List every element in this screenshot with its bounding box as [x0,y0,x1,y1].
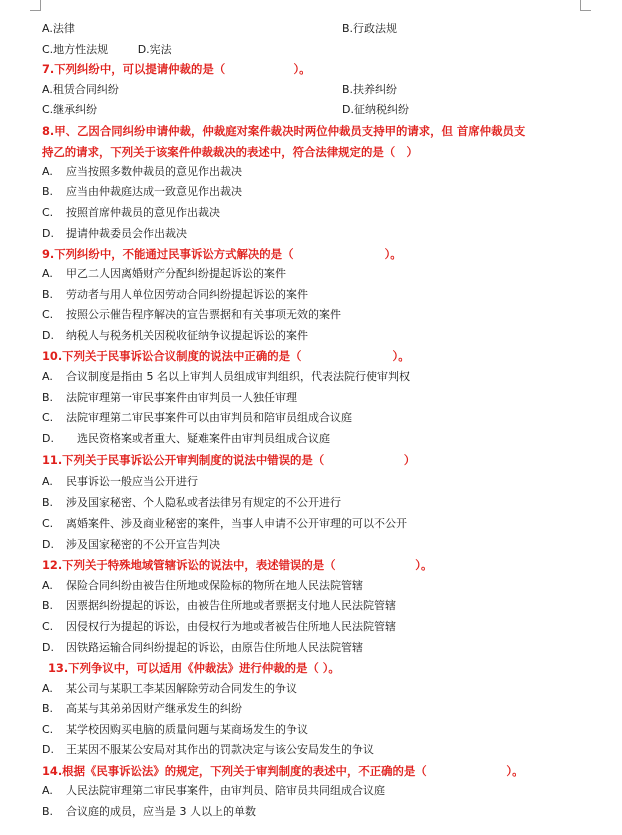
option-row: D. 提请仲裁委员会作出裁决 [42,227,187,240]
question-title: 11.下列关于民事诉讼公开审判制度的说法中错误的是（ ） [42,453,416,467]
option-text: 应当由仲裁庭达成一致意见作出裁决 [66,185,242,198]
option-row [42,100,409,120]
option-row: C. 按照公示催告程序解决的宣告票据和有关事项无效的案件 [42,308,341,321]
question-title: 9.下列纠纷中，不能通过民事诉讼方式解决的是（ ）。 [42,247,402,261]
option-text: 提请仲裁委员会作出裁决 [66,227,187,240]
option-row: B. 高某与其弟弟因财产继承发生的纠纷 [42,702,242,715]
option-row: B. 劳动者与用人单位因劳动合同纠纷提起诉讼的案件 [42,288,308,301]
option-row: A. 应当按照多数仲裁员的意见作出裁决 [42,165,242,178]
option-row: A. 保险合同纠纷由被告住所地或保险标的物所在地人民法院管辖 [42,579,363,592]
question-title: 14.根据《民事诉讼法》的规定，下列关于审判制度的表述中，不正确的是（ ）。 [42,764,524,778]
option-text: 劳动者与用人单位因劳动合同纠纷提起诉讼的案件 [66,288,308,301]
option-text: 应当按照多数仲裁员的意见作出裁决 [66,165,242,178]
option-row: C. 按照首席仲裁员的意见作出裁决 [42,206,220,219]
option-text: 合议庭的成员，应当是 3 人以上的单数 [66,805,256,818]
option-row: A. 某公司与某职工李某因解除劳动合同发生的争议 [42,682,297,695]
option-text: 法院审理第一审民事案件由审判员一人独任审理 [66,391,297,404]
option-text: 离婚案件、涉及商业秘密的案件，当事人申请不公开审理的可以不公开 [66,517,407,530]
option-text: 某公司与某职工李某因解除劳动合同发生的争议 [66,682,297,695]
option-row: D. 王某因不服某公安局对其作出的罚款决定与该公安局发生的争议 [42,743,374,756]
option-text: 某学校因购买电脑的质量问题与某商场发生的争议 [66,723,308,736]
option-row: A. 民事诉讼一般应当公开进行 [42,475,198,488]
page-corner-mark [580,0,591,11]
question-title-continued: 持乙的请求，下列关于该案件仲裁裁决的表述中，符合法律规定的是（ ） [42,145,418,159]
option-text: 涉及国家秘密的不公开宣告判决 [66,538,220,551]
option-row [42,19,398,39]
option-text: 因票据纠纷提起的诉讼，由被告住所地或者票据支付地人民法院管辖 [66,599,396,612]
option-text: 因铁路运输合同纠纷提起的诉讼，由原告住所地人民法院管辖 [66,641,363,654]
option-text: 人民法院审理第二审民事案件，由审判员、陪审员共同组成合议庭 [66,784,385,797]
option-row: C. 因侵权行为提起的诉讼，由侵权行为地或者被告住所地人民法院管辖 [42,620,396,633]
option-text: 保险合同纠纷由被告住所地或保险标的物所在地人民法院管辖 [66,579,363,592]
option-c: C.继承纠纷 [42,103,98,116]
question-title: 12.下列关于特殊地域管辖诉讼的说法中，表述错误的是（ ）。 [42,558,433,572]
option-row: D. 因铁路运输合同纠纷提起的诉讼，由原告住所地人民法院管辖 [42,641,363,654]
question-title: 8.甲、乙因合同纠纷申请仲裁，仲裁庭对案件裁决时两位仲裁员支持甲的请求，但 首席仲裁员支 [42,124,526,138]
option-text: 高某与其弟弟因财产继承发生的纠纷 [66,702,242,715]
option-row: A. 甲乙二人因离婚财产分配纠纷提起诉讼的案件 [42,267,286,280]
option-row: A. 合议制度是指由 5 名以上审判人员组成审判组织，代表法院行使审判权 [42,370,410,383]
option-text: 甲乙二人因离婚财产分配纠纷提起诉讼的案件 [66,267,286,280]
option-row: D. 纳税人与税务机关因税收征纳争议提起诉讼的案件 [42,329,308,342]
option-a: A.租赁合同纠纷 [42,83,119,96]
option-b: B.扶养纠纷 [342,83,398,96]
option-text: 涉及国家秘密、个人隐私或者法律另有规定的不公开进行 [66,496,341,509]
option-text: 因侵权行为提起的诉讼，由侵权行为地或者被告住所地人民法院管辖 [66,620,396,633]
option-row: D. 涉及国家秘密的不公开宣告判决 [42,538,220,551]
option-row [42,80,398,100]
option-row: C. 离婚案件、涉及商业秘密的案件，当事人申请不公开审理的可以不公开 [42,517,407,530]
option-row [42,40,172,60]
option-d: D.征纳税纠纷 [342,103,409,116]
option-text: 按照公示催告程序解决的宣告票据和有关事项无效的案件 [66,308,341,321]
option-row: B. 涉及国家秘密、个人隐私或者法律另有规定的不公开进行 [42,496,341,509]
option-row: C. 某学校因购买电脑的质量问题与某商场发生的争议 [42,723,308,736]
option-text: 民事诉讼一般应当公开进行 [66,475,198,488]
option-row: C. 法院审理第二审民事案件可以由审判员和陪审员组成合议庭 [42,411,352,424]
question-title: 13.下列争议中，可以适用《仲裁法》进行仲裁的是（ ）。 [48,661,340,675]
option-text: 纳税人与税务机关因税收征纳争议提起诉讼的案件 [66,329,308,342]
option-text: 法院审理第二审民事案件可以由审判员和陪审员组成合议庭 [66,411,352,424]
option-text: 选民资格案或者重大、疑难案件由审判员组成合议庭 [66,432,330,445]
option-text: 合议制度是指由 5 名以上审判人员组成审判组织，代表法院行使审判权 [66,370,410,383]
question-title: 7.下列纠纷中，可以提请仲裁的是（ ）。 [42,62,311,76]
option-row: A. 人民法院审理第二审民事案件，由审判员、陪审员共同组成合议庭 [42,784,385,797]
option-d: D.宪法 [137,43,172,56]
option-text: 按照首席仲裁员的意见作出裁决 [66,206,220,219]
option-row: B. 应当由仲裁庭达成一致意见作出裁决 [42,185,242,198]
question-title: 10.下列关于民事诉讼合议制度的说法中正确的是（ ）。 [42,349,410,363]
option-row: B. 因票据纠纷提起的诉讼，由被告住所地或者票据支付地人民法院管辖 [42,599,396,612]
page-corner-mark [30,0,41,11]
option-b: B.行政法规 [342,22,398,35]
option-row: B. 合议庭的成员，应当是 3 人以上的单数 [42,805,256,818]
option-a: A.法律 [42,22,75,35]
option-row: D. 选民资格案或者重大、疑难案件由审判员组成合议庭 [42,432,330,445]
option-c: C.地方性法规 [42,43,109,56]
option-text: 王某因不服某公安局对其作出的罚款决定与该公安局发生的争议 [66,743,374,756]
option-row: B. 法院审理第一审民事案件由审判员一人独任审理 [42,391,297,404]
